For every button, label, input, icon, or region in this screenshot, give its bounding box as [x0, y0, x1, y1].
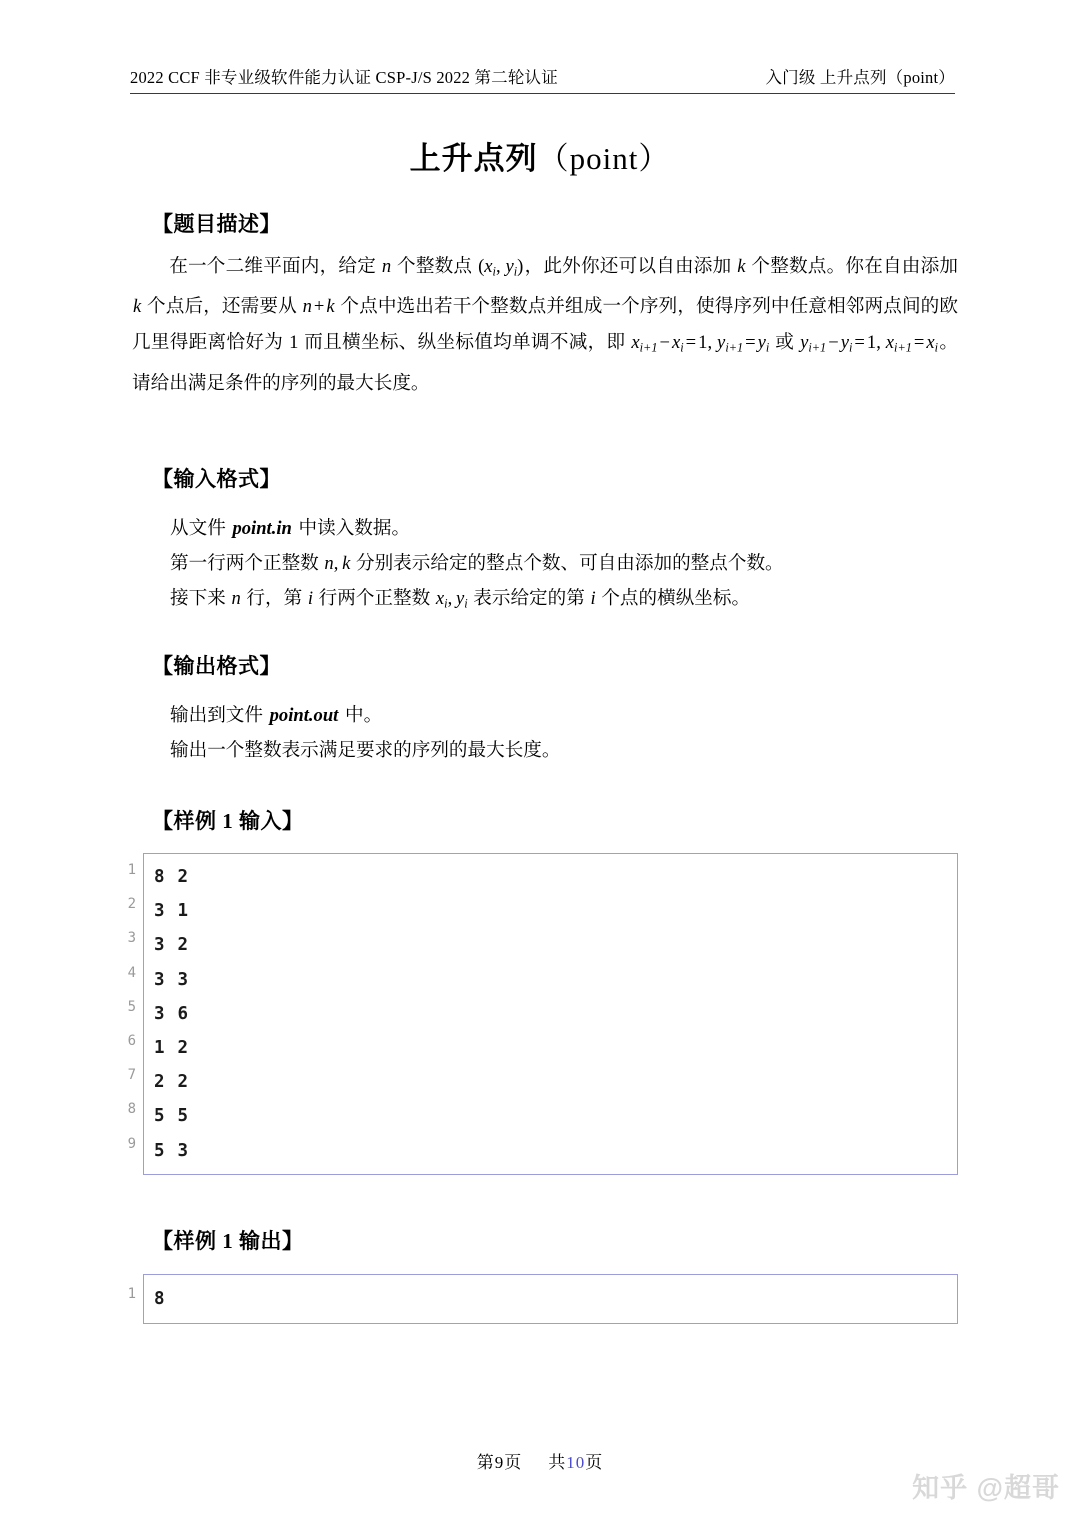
var-k-1: k [737, 256, 746, 277]
running-header [130, 68, 955, 94]
input-format-line-3 [170, 581, 960, 621]
output-format-body [170, 698, 960, 768]
num-one: 1 [289, 332, 299, 354]
code-line-number: 5 [127, 998, 136, 1015]
sample-output-line-numbers [112, 1274, 143, 1324]
sample-input-line-numbers [112, 853, 143, 1175]
code-line: 5 3 [154, 1140, 190, 1161]
code-line-number: 9 [127, 1135, 136, 1152]
expr-n-plus-k: n + k [302, 296, 335, 318]
desc-text-7: 而且横坐标、纵坐标值均单调不减，即 [299, 332, 631, 354]
code-line: 3 6 [154, 1003, 190, 1024]
input-format-body [170, 511, 960, 621]
var-k-2: k [133, 296, 142, 318]
code-line-number: 8 [127, 1101, 136, 1118]
of-text-1: 输出到文件 [170, 705, 268, 726]
if-text-9: 个点的横纵坐标。 [596, 588, 751, 609]
if-text-2: 中读入数据。 [293, 518, 411, 539]
code-line-number: 7 [127, 1067, 136, 1084]
point-pair: ($x_i$, $y_i$) [478, 256, 524, 279]
output-format-line-1 [170, 698, 960, 733]
condition-expr-1: $x_{i+1} - x_i = 1$, $y_{i+1} = y_i$ [631, 332, 770, 355]
input-filename: point.in [232, 518, 292, 539]
desc-text-9: 。请给出满足条件的序列的最大长度。 [132, 332, 958, 394]
vars-n-k: n, k [324, 553, 351, 574]
sample-input-content[interactable] [143, 853, 958, 1175]
var-i-2: i [590, 588, 596, 609]
section-heading-description: 【题目描述】 [152, 212, 281, 236]
desc-text-3: ，此外你还可以自由添加 [524, 256, 737, 277]
footer-total-pages: 10 [566, 1453, 586, 1472]
if-text-3: 第一行两个正整数 [170, 553, 324, 574]
code-line-number: 1 [127, 1286, 136, 1302]
footer-current-suffix: 页 [504, 1453, 523, 1472]
code-line-number: 3 [127, 930, 136, 947]
var-n-2: n [231, 588, 241, 609]
condition-expr-2: $y_{i+1} - y_i = 1$, $x_{i+1} = x_i$ [800, 332, 939, 355]
var-i-1: i [307, 588, 313, 609]
code-line: 8 [154, 1289, 166, 1309]
code-line: 2 2 [154, 1072, 190, 1093]
if-text-5: 接下来 [170, 588, 231, 609]
code-line-number: 2 [127, 896, 136, 913]
sample-input-heading-text: 【样例 1 输入】 [152, 809, 304, 833]
description-body [132, 249, 958, 402]
page-title-main: 上升点列 [409, 141, 538, 176]
page-title [0, 133, 1080, 178]
section-heading-sample-input [152, 805, 304, 835]
sample-output-heading-text: 【样例 1 输出】 [152, 1229, 304, 1253]
vars-xi-yi: $x_i$, $y_i$ [435, 588, 468, 611]
watermark-logo: 知乎 @超哥 [912, 1473, 1060, 1503]
section-heading-output-format: 【输出格式】 [152, 654, 281, 678]
footer-current-page: 9 [494, 1453, 505, 1472]
code-line: 3 3 [154, 969, 190, 990]
footer-total-suffix: 页 [585, 1453, 604, 1472]
if-text-1: 从文件 [170, 518, 231, 539]
code-line-number: 1 [127, 862, 136, 878]
desc-text-4: 个整数点。你在自由添加 [746, 256, 958, 277]
sample-output-code-block [112, 1274, 958, 1324]
of-text-2: 中。 [340, 705, 383, 726]
header-problem-label: 入门级 上升点列（point） [765, 68, 955, 87]
if-text-7: 行两个正整数 [314, 588, 435, 609]
output-filename: point.out [269, 705, 339, 726]
desc-text-2: 个整数点 [392, 256, 478, 277]
code-line-number: 4 [127, 964, 136, 981]
page-title-filename: （point） [537, 141, 671, 176]
output-format-line-2: 输出一个整数表示满足要求的序列的最大长度。 [170, 740, 561, 761]
if-text-6: 行，第 [241, 588, 307, 609]
if-text-8: 表示给定的第 [468, 588, 590, 609]
desc-text-6: 个点中选出若干个整数点并组成一个序列，使得序列中任意相邻两点间的欧几里得距离恰好为 [132, 296, 958, 354]
if-text-4: 分别表示给定的整点个数、可自由添加的整点个数。 [351, 553, 784, 574]
sample-output-content[interactable] [143, 1274, 958, 1324]
code-line: 3 1 [154, 901, 190, 922]
code-line: 8 2 [154, 867, 190, 887]
header-exam-title: 2022 CCF 非专业级软件能力认证 CSP-J/S 2022 第二轮认证 [130, 68, 558, 87]
code-line: 3 2 [154, 935, 190, 956]
input-format-line-1 [170, 511, 960, 546]
code-line-number: 6 [127, 1032, 136, 1049]
description-paragraph [132, 249, 958, 402]
desc-text-8: 或 [770, 332, 800, 354]
var-n-1: n [381, 256, 392, 277]
desc-text-1: 在一个二维平面内，给定 [169, 256, 381, 277]
footer-total-prefix: 共 [548, 1453, 567, 1472]
section-heading-input-format: 【输入格式】 [152, 467, 281, 491]
footer-current-prefix: 第 [476, 1453, 495, 1472]
sample-input-code-block [112, 853, 958, 1175]
section-heading-sample-output [152, 1225, 304, 1255]
desc-text-5: 个点后，还需要从 [142, 296, 302, 318]
input-format-line-2 [170, 546, 960, 581]
code-line: 1 2 [154, 1037, 190, 1058]
code-line: 5 5 [154, 1106, 190, 1127]
